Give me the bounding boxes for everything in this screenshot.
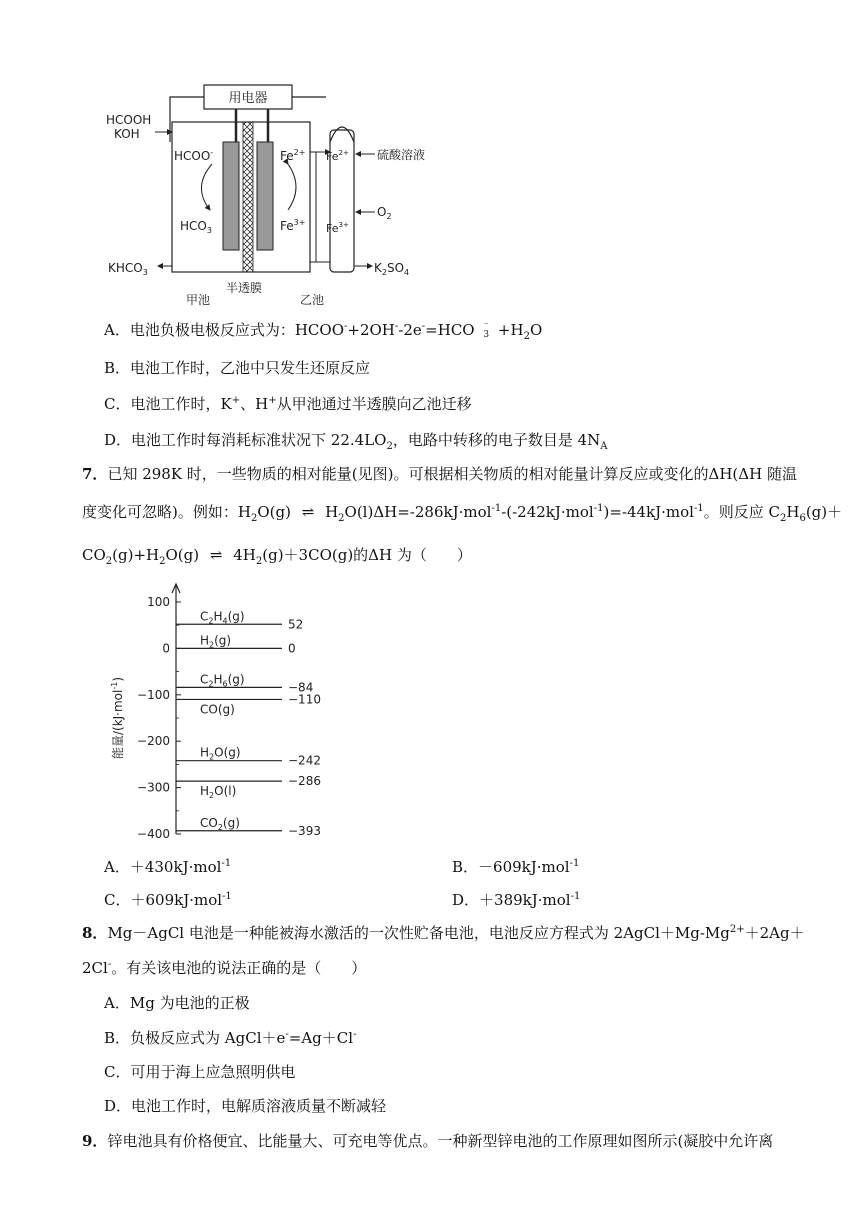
side-input-acid: 硫酸溶液 xyxy=(377,148,426,162)
energy-level-species: $H_2O(g)$ xyxy=(200,745,241,762)
svg-text:Fe3+: $Fe^{3+}$ xyxy=(326,221,349,235)
q6-option-d: D．电池工作时每消耗标准状况下 $22.4LO_2$，电路中转移的电子数目是 $4N_A$ xyxy=(104,431,608,452)
side-ion-top: Fe xyxy=(326,150,339,163)
svg-text:HCOO-: HCOO- xyxy=(174,148,214,163)
left-input-1: HCOOH xyxy=(106,113,152,127)
left-ion-top: HCOO xyxy=(174,149,211,163)
energy-level-species: $C_2H_6(g)$ xyxy=(200,672,245,689)
q9-line-1: 9．锌电池具有价格便宜、比能量大、可充电等优点。一种新型锌电池的工作原理如图所示(凝胶中允许离 xyxy=(82,1132,774,1150)
energy-level-value: −393 xyxy=(288,823,321,838)
y-axis-label: 能量/(kJ·mol$^{-1}$) xyxy=(110,676,125,760)
side-output: K xyxy=(374,261,382,275)
right-ion-top: Fe xyxy=(280,149,294,163)
q7-line-2: 度变化可忽略)。例如：$H_2O(g)$ ⇌ $H_2O(l)\Delta H=-286kJ\cdot mol^{-1}-(-242kJ\cdot mol^{-1})=-44kJ\cdot mol^{-1}$。则反应 $C_2H_6(g)+$ xyxy=(82,503,843,524)
energy-level-chart xyxy=(100,582,360,844)
cell-tank xyxy=(172,122,310,272)
label-yi: 乙池 xyxy=(300,293,325,307)
q7-line-1: 7．已知 298K 时，一些物质的相对能量(见图)。可根据相关物质的相对能量计算反应或变化的ΔH(ΔH 随温 xyxy=(82,465,797,483)
left-output: KHCO xyxy=(108,261,143,275)
energy-level-species: $C_2H_4(g)$ xyxy=(200,609,245,626)
left-input-2: KOH xyxy=(114,127,140,141)
svg-text:K2SO4: $K_2SO_4$ xyxy=(374,261,410,277)
q8-option-d: D．电池工作时，电解质溶液质量不断减轻 xyxy=(104,1097,387,1115)
left-ion-bottom: HCO xyxy=(180,219,207,233)
right-electrode xyxy=(257,142,273,250)
svg-text:Fe2+: $Fe^{2+}$ xyxy=(280,148,306,163)
svg-text:KHCO3: $KHCO_3$ xyxy=(108,261,148,277)
label-jia: 甲池 xyxy=(186,293,211,307)
side-input-o2: O xyxy=(377,205,387,219)
q8-option-c: C．可用于海上应急照明供电 xyxy=(104,1063,296,1081)
energy-level-species: $H_2(g)$ xyxy=(200,633,232,650)
side-ion-bottom: Fe xyxy=(326,222,339,235)
q7-option-d: D．＋389kJ·mol$^{-1}$ xyxy=(452,891,581,909)
q8-option-b: B．负极反应式为 AgCl＋e-=Ag＋Cl- xyxy=(104,1029,357,1047)
energy-level-value: −242 xyxy=(288,753,321,768)
svg-text:HCO3: $HCO_3$ xyxy=(180,219,212,235)
q6-option-b: B．电池工作时，乙池中只发生还原反应 xyxy=(104,359,371,377)
y-tick-label: 0 xyxy=(162,641,170,656)
q7-option-a: A．＋430kJ·mol$^{-1}$ xyxy=(104,858,232,876)
q8-line-1: 8．Mg－AgCl 电池是一种能被海水激活的一次性贮备电池，电池反应方程式为 $2AgCl+Mg-Mg^{2+}+2Ag+$ xyxy=(82,924,805,942)
y-tick-label: −400 xyxy=(137,827,170,841)
q6-option-a: A．电池负极电极反应式为：HCOO-+2OH--2e-=HCO ⁻ $3 +H_2O$ xyxy=(104,321,543,342)
energy-level-species: $H_2O(l)$ xyxy=(200,784,237,801)
svg-text:Fe3+: $Fe^{3+}$ xyxy=(280,218,306,233)
y-tick-label: 100 xyxy=(147,595,170,609)
energy-level-species: CO(g) xyxy=(200,702,235,717)
right-ion-bottom: Fe xyxy=(280,219,294,233)
energy-level-species: $CO_2(g)$ xyxy=(200,815,240,832)
q7-option-c: C．＋609kJ·mol$^{-1}$ xyxy=(104,891,232,909)
q8-line-2: 2Cl-。有关该电池的说法正确的是（ ） xyxy=(82,959,367,977)
label-membrane: 半透膜 xyxy=(226,281,263,295)
svg-text:Fe2+: $Fe^{2+}$ xyxy=(326,149,349,163)
y-tick-label: −100 xyxy=(137,687,170,702)
energy-level-value: −84 xyxy=(288,680,314,695)
q7-option-b: B．－609kJ·mol$^{-1}$ xyxy=(452,858,580,876)
membrane xyxy=(243,122,253,272)
energy-level-value: −110 xyxy=(288,692,321,707)
left-electrode xyxy=(223,142,239,250)
q8-option-a: A．Mg 为电池的正极 xyxy=(104,994,250,1012)
y-tick-label: −300 xyxy=(137,780,170,795)
energy-level-value: 0 xyxy=(288,641,296,656)
battery-figure xyxy=(100,82,440,312)
y-tick-label: −200 xyxy=(137,734,170,749)
q6-option-c: C．电池工作时，K+、H+从甲池通过半透膜向乙池迁移 xyxy=(104,395,472,413)
energy-level-value: 52 xyxy=(288,617,304,632)
energy-level-value: −286 xyxy=(288,774,321,789)
svg-text:O2: $O_2$ xyxy=(377,205,392,221)
device-label: 用电器 xyxy=(228,91,268,106)
q7-line-3: $CO_2(g)+H_2O(g)$ ⇌ $4H_2(g)+3CO(g)$的ΔH 为（ ） xyxy=(82,546,472,567)
